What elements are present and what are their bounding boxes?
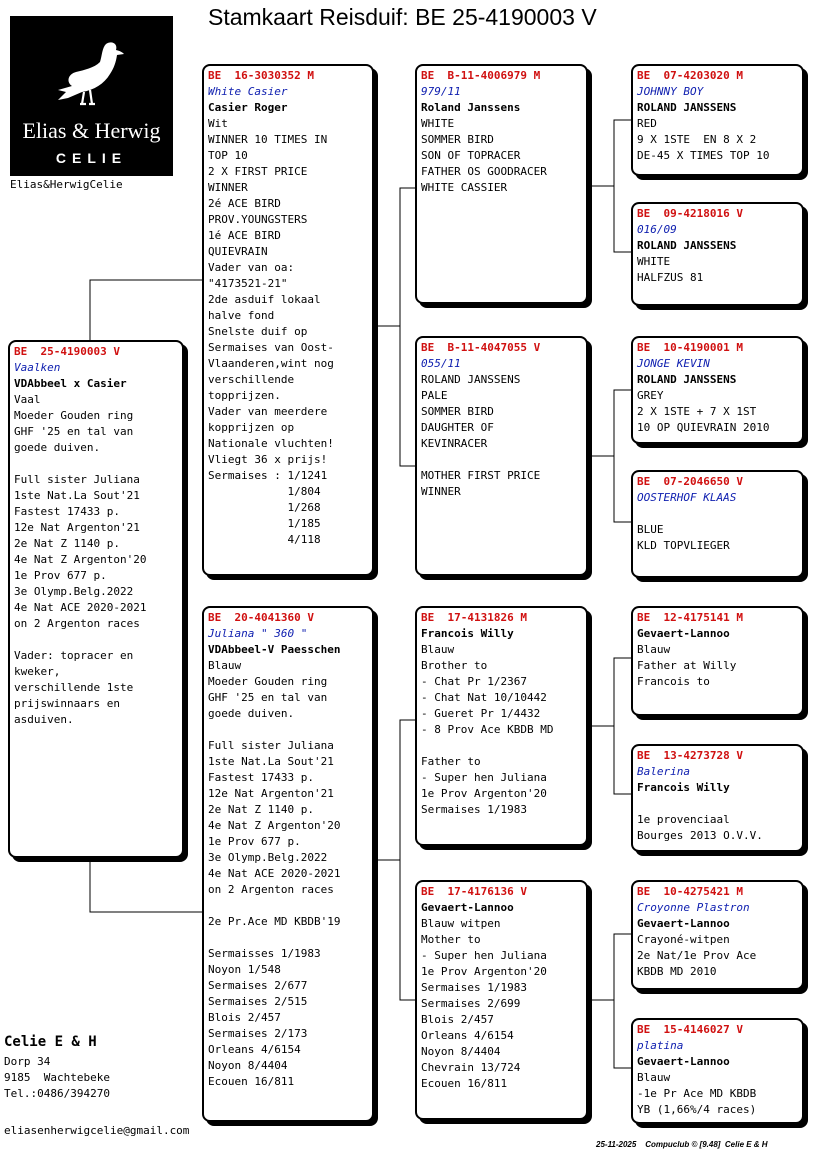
- ring-number: BE 17-4131826 M: [421, 611, 527, 624]
- detail-line: 2e Nat Z 1140 p.: [208, 803, 314, 816]
- pigeon-name: Vaalken: [14, 361, 61, 374]
- pigeon-name: OOSTERHOF KLAAS: [637, 491, 737, 504]
- detail-line: Father at Willy: [637, 659, 737, 672]
- detail-line: RED: [637, 117, 657, 130]
- detail-line: verschillende: [208, 373, 295, 386]
- footer-text: 25-11-2025 Compuclub © [9.48] Celie E & H: [596, 1140, 768, 1149]
- detail-line: topprijzen.: [208, 389, 281, 402]
- detail-line: Sermaises 2/515: [208, 995, 308, 1008]
- detail-line: Fastest 17433 p.: [208, 771, 314, 784]
- card-fm-mother[interactable]: [631, 470, 804, 578]
- detail-line: goede duiven.: [14, 441, 101, 454]
- owner-name: Roland Janssens: [421, 101, 521, 114]
- card-details: [421, 116, 582, 196]
- detail-line: Full sister Juliana: [208, 739, 334, 752]
- pigeon-name: Croyonne Plastron: [637, 901, 750, 914]
- owner-name: VDAbbeel x Casier: [14, 377, 127, 390]
- detail-line: verschillende 1ste: [14, 681, 134, 694]
- detail-line: Full sister Juliana: [14, 473, 140, 486]
- address-line: Dorp 34: [4, 1055, 51, 1068]
- card-details: [637, 932, 798, 980]
- detail-line: 3e Olymp.Belg.2022: [14, 585, 134, 598]
- detail-line: 2e Nat Z 1140 p.: [14, 537, 120, 550]
- detail-line: GHF '25 en tal van: [208, 691, 328, 704]
- detail-line: WHITE CASSIER: [421, 181, 508, 194]
- detail-line: Snelste duif op: [208, 325, 308, 338]
- pigeon-name: platina: [637, 1039, 684, 1052]
- ring-number: BE 25-4190003 V: [14, 345, 120, 358]
- detail-line: 2 X 1STE + 7 X 1ST: [637, 405, 757, 418]
- detail-line: 1e provenciaal: [637, 813, 730, 826]
- detail-line: Sermaises 1/1983: [421, 803, 527, 816]
- detail-line: -1e Pr Ace MD KBDB: [637, 1087, 757, 1100]
- owner-name: Francois Willy: [637, 781, 730, 794]
- detail-line: 4e Nat Z Argenton'20: [208, 819, 341, 832]
- detail-line: Blauw: [208, 659, 242, 672]
- detail-line: 1e Prov 677 p.: [208, 835, 301, 848]
- detail-line: HALFZUS 81: [637, 271, 704, 284]
- detail-line: BLUE: [637, 523, 664, 536]
- detail-line: 2e Nat/1e Prov Ace: [637, 949, 757, 962]
- detail-line: on 2 Argenton races: [208, 883, 334, 896]
- detail-line: Sermaises 2/699: [421, 997, 521, 1010]
- detail-line: Vliegt 36 x prijs!: [208, 453, 328, 466]
- pigeon-name: 055/11: [421, 357, 461, 370]
- card-details: [637, 116, 798, 164]
- card-father-father[interactable]: [415, 64, 588, 304]
- detail-line: Blois 2/457: [208, 1011, 281, 1024]
- detail-line: 1e Prov 677 p.: [14, 569, 107, 582]
- owner-title: Celie E & H: [4, 1034, 97, 1050]
- ring-number: BE 07-2046650 V: [637, 475, 743, 488]
- card-father-mother[interactable]: [415, 336, 588, 576]
- owner-contact: [4, 1034, 110, 1102]
- detail-line: "4173521-21": [208, 277, 288, 290]
- detail-line: Nationale vluchten!: [208, 437, 334, 450]
- pigeon-name: Balerina: [637, 765, 690, 778]
- ring-number: BE 07-4203020 M: [637, 69, 743, 82]
- logo-subtext: CELIE: [55, 150, 128, 166]
- detail-line: Ecouen 16/811: [208, 1075, 295, 1088]
- card-mm-father[interactable]: [631, 880, 804, 990]
- card-mother-mother[interactable]: [415, 880, 588, 1120]
- ring-number: BE 09-4218016 V: [637, 207, 743, 220]
- detail-line: 3e Olymp.Belg.2022: [208, 851, 328, 864]
- detail-line: Bourges 2013 O.V.V.: [637, 829, 763, 842]
- detail-line: 4e Nat ACE 2020-2021: [14, 601, 147, 614]
- detail-line: [637, 796, 798, 812]
- detail-line: 2 X FIRST PRICE: [208, 165, 308, 178]
- card-fm-father[interactable]: [631, 336, 804, 444]
- detail-line: 1/185: [208, 517, 321, 530]
- detail-line: - Super hen Juliana: [421, 771, 547, 784]
- card-details: [637, 642, 798, 690]
- detail-line: PROV.YOUNGSTERS: [208, 213, 308, 226]
- owner-name: VDAbbeel-V Paesschen: [208, 643, 341, 656]
- card-mf-mother[interactable]: [631, 744, 804, 852]
- logo-text: Elias & Herwig: [22, 118, 161, 143]
- detail-line: Blauw witpen: [421, 917, 501, 930]
- ring-number: BE 10-4275421 M: [637, 885, 743, 898]
- detail-line: goede duiven.: [208, 707, 295, 720]
- pigeon-name: White Casier: [208, 85, 288, 98]
- card-details: [637, 506, 798, 554]
- detail-line: Francois to: [637, 675, 710, 688]
- detail-line: Noyon 8/4404: [208, 1059, 288, 1072]
- detail-line: WHITE: [637, 255, 671, 268]
- pigeon-name: 979/11: [421, 85, 461, 98]
- detail-line: WINNER 10 TIMES IN: [208, 133, 328, 146]
- detail-line: - Gueret Pr 1/4432: [421, 707, 541, 720]
- detail-line: - Chat Nat 10/10442: [421, 691, 547, 704]
- detail-line: [208, 898, 368, 914]
- detail-line: asduiven.: [14, 713, 74, 726]
- detail-line: [14, 456, 178, 472]
- card-mother-father[interactable]: [415, 606, 588, 846]
- detail-line: Sermaises van Oost-: [208, 341, 334, 354]
- address-line: 9185 Wachtebeke: [4, 1071, 110, 1084]
- detail-line: KLD TOPVLIEGER: [637, 539, 730, 552]
- detail-line: 1ste Nat.La Sout'21: [208, 755, 334, 768]
- detail-line: 4e Nat ACE 2020-2021: [208, 867, 341, 880]
- detail-line: prijswinnaars en: [14, 697, 120, 710]
- detail-line: halve fond: [208, 309, 275, 322]
- detail-line: Blauw: [637, 1071, 671, 1084]
- card-details: [421, 916, 582, 1092]
- ring-number: BE 13-4273728 V: [637, 749, 743, 762]
- ring-number: BE B-11-4047055 V: [421, 341, 541, 354]
- detail-line: Vader: topracer en: [14, 649, 134, 662]
- pigeon-name: JONGE KEVIN: [637, 357, 710, 370]
- detail-line: 4e Nat Z Argenton'20: [14, 553, 147, 566]
- detail-line: TOP 10: [208, 149, 248, 162]
- page-title: Stamkaart Reisduif: BE 25-4190003 V: [208, 4, 597, 30]
- detail-line: [208, 930, 368, 946]
- card-ff-mother[interactable]: [631, 202, 804, 306]
- detail-line: 2e Pr.Ace MD KBDB'19: [208, 915, 341, 928]
- ring-number: BE 10-4190001 M: [637, 341, 743, 354]
- detail-line: Blauw: [637, 643, 671, 656]
- detail-line: 1/804: [208, 485, 321, 498]
- detail-line: - Chat Pr 1/2367: [421, 675, 527, 688]
- detail-line: Vader van meerdere: [208, 405, 328, 418]
- detail-line: kopprijzen op: [208, 421, 295, 434]
- ring-number: BE 12-4175141 M: [637, 611, 743, 624]
- card-details: [14, 392, 178, 728]
- detail-line: YB (1,66%/4 races): [637, 1103, 757, 1116]
- detail-line: Vaal: [14, 393, 41, 406]
- detail-line: 1e Prov Argenton'20: [421, 787, 547, 800]
- detail-line: PALE: [421, 389, 448, 402]
- detail-line: on 2 Argenton races: [14, 617, 140, 630]
- detail-line: WINNER: [421, 485, 461, 498]
- detail-line: WHITE: [421, 117, 455, 130]
- detail-line: [208, 722, 368, 738]
- detail-line: Orleans 4/6154: [208, 1043, 301, 1056]
- detail-line: 4/118: [208, 533, 321, 546]
- card-mf-father[interactable]: [631, 606, 804, 716]
- card-subject[interactable]: [8, 340, 184, 858]
- detail-line: Mother to: [421, 933, 481, 946]
- card-details: [421, 642, 582, 818]
- pigeon-name: JOHNNY BOY: [637, 85, 704, 98]
- detail-line: SON OF TOPRACER: [421, 149, 521, 162]
- detail-line: [421, 452, 582, 468]
- detail-line: Wit: [208, 117, 228, 130]
- detail-line: 12e Nat Argenton'21: [14, 521, 140, 534]
- detail-line: Vlaanderen,wint nog: [208, 357, 334, 370]
- owner-name: Gevaert-Lannoo: [637, 917, 730, 930]
- card-mm-mother[interactable]: [631, 1018, 804, 1124]
- detail-line: Orleans 4/6154: [421, 1029, 514, 1042]
- detail-line: Brother to: [421, 659, 488, 672]
- detail-line: Sermaises 2/677: [208, 979, 308, 992]
- card-details: [637, 254, 798, 286]
- detail-line: Crayoné-witpen: [637, 933, 730, 946]
- detail-line: kweker,: [14, 665, 61, 678]
- owner-name: Gevaert-Lannoo: [637, 1055, 730, 1068]
- owner-name: ROLAND JANSSENS: [637, 373, 737, 386]
- detail-line: Moeder Gouden ring: [14, 409, 134, 422]
- email-link[interactable]: eliasenherwigcelie@gmail.com: [4, 1124, 190, 1137]
- detail-line: [14, 632, 178, 648]
- detail-line: - Super hen Juliana: [421, 949, 547, 962]
- card-mother[interactable]: [202, 606, 374, 1122]
- detail-line: KEVINRACER: [421, 437, 488, 450]
- ring-number: BE B-11-4006979 M: [421, 69, 541, 82]
- detail-line: WINNER: [208, 181, 248, 194]
- detail-line: Sermaises : 1/1241: [208, 469, 328, 482]
- detail-line: MOTHER FIRST PRICE: [421, 469, 541, 482]
- pigeon-name: Juliana " 360 ": [208, 627, 308, 640]
- detail-line: SOMMER BIRD: [421, 133, 494, 146]
- card-details: [637, 1070, 798, 1118]
- pigeon-name: 016/09: [637, 223, 677, 236]
- card-details: [637, 796, 798, 844]
- detail-line: Vader van oa:: [208, 261, 295, 274]
- detail-line: Blois 2/457: [421, 1013, 494, 1026]
- owner-name: Francois Willy: [421, 627, 514, 640]
- detail-line: GREY: [637, 389, 664, 402]
- detail-line: QUIEVRAIN: [208, 245, 268, 258]
- detail-line: 1/268: [208, 501, 321, 514]
- detail-line: DAUGHTER OF: [421, 421, 494, 434]
- owner-name: ROLAND JANSSENS: [637, 239, 737, 252]
- detail-line: 2de asduif lokaal: [208, 293, 321, 306]
- detail-line: Noyon 1/548: [208, 963, 281, 976]
- ring-number: BE 16-3030352 M: [208, 69, 314, 82]
- detail-line: 1é ACE BIRD: [208, 229, 281, 242]
- detail-line: Father to: [421, 755, 481, 768]
- card-ff-father[interactable]: [631, 64, 804, 176]
- card-details: [421, 372, 582, 500]
- detail-line: 12e Nat Argenton'21: [208, 787, 334, 800]
- address-line: Tel.:0486/394270: [4, 1087, 110, 1100]
- detail-line: FATHER OS GOODRACER: [421, 165, 547, 178]
- detail-line: Sermaises 2/173: [208, 1027, 308, 1040]
- ring-number: BE 17-4176136 V: [421, 885, 527, 898]
- detail-line: SOMMER BIRD: [421, 405, 494, 418]
- card-details: [637, 388, 798, 436]
- detail-line: GHF '25 en tal van: [14, 425, 134, 438]
- detail-line: - 8 Prov Ace KBDB MD: [421, 723, 554, 736]
- card-details: [208, 116, 368, 548]
- detail-line: 10 OP QUIEVRAIN 2010: [637, 421, 770, 434]
- detail-line: 1e Prov Argenton'20: [421, 965, 547, 978]
- detail-line: DE-45 X TIMES TOP 10: [637, 149, 770, 162]
- owner-name: Gevaert-Lannoo: [421, 901, 514, 914]
- owner-name: Gevaert-Lannoo: [637, 627, 730, 640]
- ring-number: BE 15-4146027 V: [637, 1023, 743, 1036]
- detail-line: Moeder Gouden ring: [208, 675, 328, 688]
- detail-line: 9 X 1STE EN 8 X 2: [637, 133, 757, 146]
- detail-line: Sermaises 1/1983: [421, 981, 527, 994]
- owner-name: Casier Roger: [208, 101, 288, 114]
- card-details: [208, 658, 368, 1090]
- detail-line: Noyon 8/4404: [421, 1045, 501, 1058]
- detail-line: Chevrain 13/724: [421, 1061, 521, 1074]
- detail-line: Fastest 17433 p.: [14, 505, 120, 518]
- owner-name: ROLAND JANSSENS: [637, 101, 737, 114]
- detail-line: [421, 738, 582, 754]
- ring-number: BE 20-4041360 V: [208, 611, 314, 624]
- detail-line: Sermaisses 1/1983: [208, 947, 321, 960]
- detail-line: 2é ACE BIRD: [208, 197, 281, 210]
- logo-caption: Elias&HerwigCelie: [10, 178, 123, 191]
- owner-address: [4, 1054, 110, 1102]
- detail-line: Blauw: [421, 643, 455, 656]
- detail-line: [637, 506, 798, 522]
- card-father[interactable]: [202, 64, 374, 576]
- detail-line: ROLAND JANSSENS: [421, 373, 521, 386]
- detail-line: KBDB MD 2010: [637, 965, 717, 978]
- detail-line: Ecouen 16/811: [421, 1077, 508, 1090]
- detail-line: 1ste Nat.La Sout'21: [14, 489, 140, 502]
